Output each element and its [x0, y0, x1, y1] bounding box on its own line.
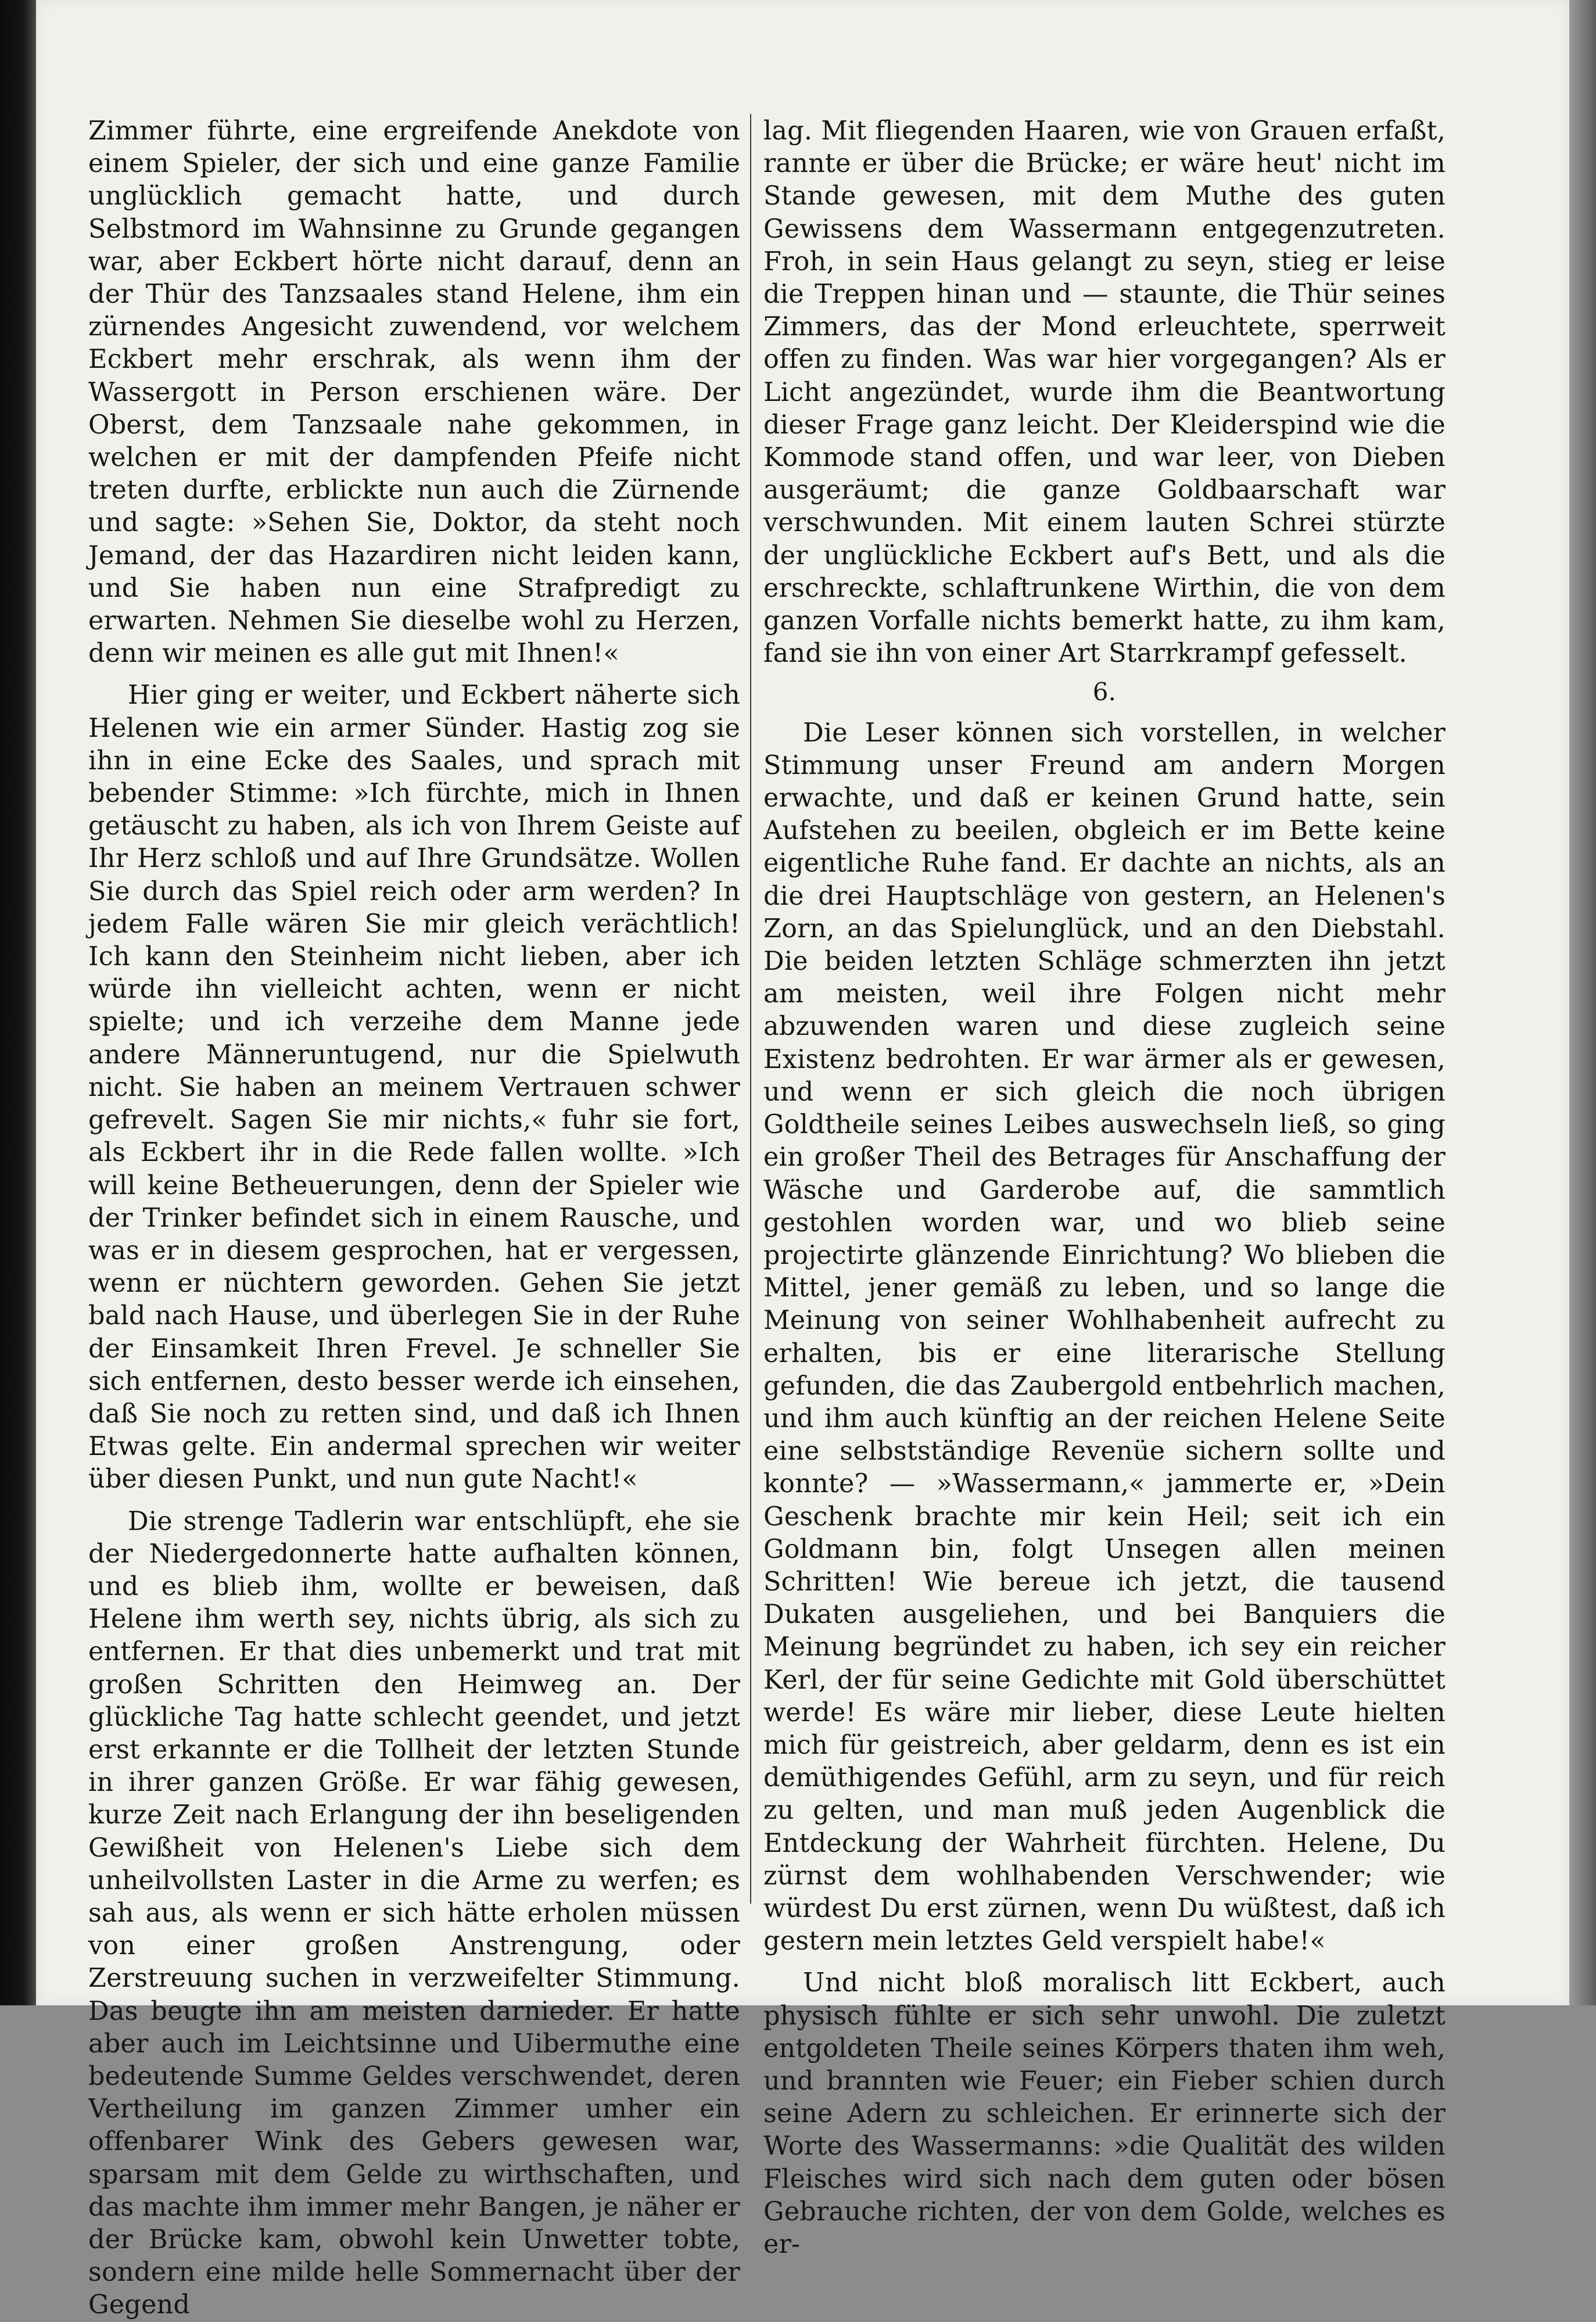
document-page [36, 0, 1569, 2320]
paragraph: Und nicht bloß moralisch litt Eckbert, auch physisch fühlte er sich sehr unwohl. Die zuletzt entgoldeten Theile seines Körpers thaten ihm weh, und brannten wie Feuer; ein Fieber schien durch seine Adern zu schleichen. Er erinnerte sich der Worte des Wassermanns: »die Qualität des wilden Fleisches wird sich nach dem guten oder bösen Gebrauche richten, der von dem Golde, welches es er- [763, 1968, 1446, 2259]
column-divider [750, 114, 751, 1904]
section-number: 6. [1092, 678, 1117, 707]
scan-edge-right [1569, 0, 1596, 2005]
right-column [763, 115, 1446, 2261]
left-column [88, 115, 740, 2322]
paragraph: Die strenge Tadlerin war entschlüpft, ehe sie der Niedergedonnerte hatte aufhalten können, und es blieb ihm, wollte er beweisen, daß Helene ihm werth sey, nichts übrig, als sich zu entfernen. Er that dies unbemerkt und trat mit großen Schritten den Heimweg an. Der glückliche Tag hatte schlecht geendet, und jetzt erst erkannte er die Tollheit der letzten Stunde in ihrer ganzen Größe. Er war fähig gewesen, kurze Zeit nach Erlangung der ihn beseligenden Gewißheit von Helenen's Liebe sich dem unheilvollsten Laster in die Arme zu werfen; es sah aus, als wenn er sich hätte erholen müssen von einer großen Anstrengung, oder Zerstreuung suchen in verzweifelter Stimmung. Das beugte ihn am meisten darnieder. Er hatte aber auch im Leichtsinne und Uibermuthe eine bedeutende Summe Geldes verschwendet, deren Vertheilung im ganzen Zimmer umher ein offenbarer Wink des Gebers gewesen war, sparsam mit dem Gelde zu wirthschaften, und das machte ihm immer mehr Bangen, je näher er der Brücke kam, obwohl kein Unwetter tobte, sondern eine milde helle Sommernacht über der Gegend [88, 1506, 740, 2320]
paragraph: Zimmer führte, eine ergreifende Anekdote von einem Spieler, der sich und eine ganze Familie unglücklich gemacht hatte, und durch Selbstmord im Wahnsinne zu Grunde gegangen war, aber Eckbert hörte nicht darauf, denn an der Thür des Tanzsaales stand Helene, ihm ein zürnendes Angesicht zuwendend, vor welchem Eckbert mehr erschrak, als wenn ihm der Wassergott in Person erschienen wäre. Der Oberst, dem Tanzsaale nahe gekommen, in welchen er mit der dampfenden Pfeife nicht treten durfte, erblickte nun auch die Zürnende und sagte: »Sehen Sie, Doktor, da steht noch Jemand, der das Hazardiren nicht leiden kann, und Sie haben nun eine Strafpredigt zu erwarten. Nehmen Sie dieselbe wohl zu Herzen, denn wir meinen es alle gut mit Ihnen!« [88, 116, 740, 669]
paragraph: Die Leser können sich vorstellen, in welcher Stimmung unser Freund am andern Morgen erwachte, und daß er keinen Grund hatte, sein Aufstehen zu beeilen, obgleich er im Bette keine eigentliche Ruhe fand. Er dachte an nichts, als an die drei Hauptschläge von gestern, an Helenen's Zorn, an das Spielunglück, und an den Diebstahl. Die beiden letzten Schläge schmerzten ihn jetzt am meisten, weil ihre Folgen nicht mehr abzuwenden waren und diese zugleich seine Existenz bedrohten. Er war ärmer als er gewesen, und wenn er sich gleich die noch übrigen Goldtheile seines Leibes auswechseln ließ, so ging ein großer Theil des Betrages für Anschaffung der Wäsche und Garderobe auf, die sammtlich gestohlen worden war, und wo blieb seine projectirte glänzende Einrichtung? Wo blieben die Mittel, jener gemäß zu leben, und so lange die Meinung von seiner Wohlhabenheit aufrecht zu erhalten, bis er eine literarische Stellung gefunden, die das Zaubergold entbehrlich machen, und ihm auch künftig an der reichen Helene Seite eine selbstständige Revenüe sichern sollte und konnte? — »Wassermann,« jammerte er, »Dein Geschenk brachte mir kein Heil; seit ich ein Goldmann bin, folgt Unsegen allen meinen Schritten! Wie bereue ich jetzt, die tausend Dukaten ausgeliehen, und bei Banquiers die Meinung begründet zu haben, ich sey ein reicher Kerl, der für seine Gedichte mit Gold überschüttet werde! Es wäre mir lieber, diese Leute hielten mich für geistreich, aber geldarm, denn es ist ein demüthigendes Gefühl, arm zu seyn, und für reich zu gelten, und man muß jeden Augenblick die Entdeckung der Wahrheit fürchten. Helene, Du zürnst dem wohlhabenden Verschwender; wie würdest Du erst zürnen, wenn Du wüßtest, daß ich gestern mein letztes Geld verspielt habe!« [763, 718, 1446, 1956]
scan-edge-left [0, 0, 36, 2005]
paragraph: Hier ging er weiter, und Eckbert näherte sich Helenen wie ein armer Sünder. Hastig zog sie ihn in eine Ecke des Saales, und sprach mit bebender Stimme: »Ich fürchte, mich in Ihnen getäuscht zu haben, als ich von Ihrem Geiste auf Ihr Herz schloß und auf Ihre Grundsätze. Wollen Sie durch das Spiel reich oder arm werden? In jedem Falle wären Sie mir gleich verächtlich! Ich kann den Steinheim nicht lieben, aber ich würde ihn vielleicht achten, wenn er nicht spielte; und ich verzeihe dem Manne jede andere Männeruntugend, nur die Spielwuth nicht. Sie haben an meinem Vertrauen schwer gefrevelt. Sagen Sie mir nichts,« fuhr sie fort, als Eckbert ihr in die Rede fallen wollte. »Ich will keine Betheuerungen, denn der Spieler wie der Trinker befindet sich in einem Rausche, und was er in diesem gesprochen, hat er vergessen, wenn er nüchtern geworden. Gehen Sie jetzt bald nach Hause, und überlegen Sie in der Ruhe der Einsamkeit Ihren Frevel. Je schneller Sie sich entfernen, desto besser werde ich einsehen, daß Sie noch zu retten sind, und daß ich Ihnen Etwas gelte. Ein andermal sprechen wir weiter über diesen Punkt, und nun gute Nacht!« [88, 680, 740, 1495]
paragraph: lag. Mit fliegenden Haaren, wie von Grauen erfaßt, rannte er über die Brücke; er wäre heut' nicht im Stande gewesen, mit dem Muthe des guten Gewissens dem Wassermann entgegenzutreten. Froh, in sein Haus gelangt zu seyn, stieg er leise die Treppen hinan und — staunte, die Thür seines Zimmers, das der Mond erleuchtete, sperrweit offen zu finden. Was war hier vorgegangen? Als er Licht angezündet, wurde ihm die Beantwortung dieser Frage ganz leicht. Der Kleiderspind wie die Kommode stand offen, und war leer, von Dieben ausgeräumt; die ganze Goldbaarschaft war verschwunden. Mit einem lauten Schrei stürzte der unglückliche Eckbert auf's Bett, und als die erschreckte, schlaftrunkene Wirthin, die von dem ganzen Vorfalle nichts bemerkt hatte, zu ihm kam, fand sie ihn von einer Art Starrkrampf gefesselt. [763, 116, 1446, 669]
